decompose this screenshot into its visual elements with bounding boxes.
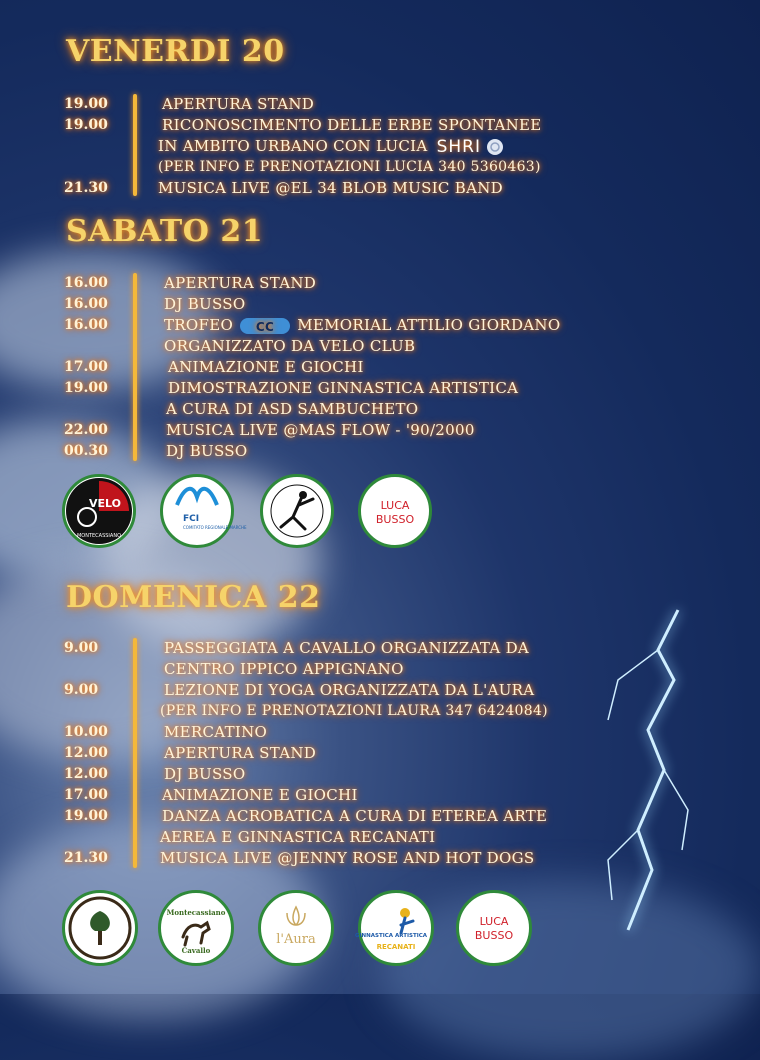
day-title-saturday: SABATO 21 [66, 214, 264, 249]
event-description: AEREA E GINNASTICA RECANATI [160, 828, 436, 846]
event-description: DANZA ACROBATICA A CURA DI ETEREA ARTE [162, 807, 548, 825]
schedule-row [64, 785, 664, 806]
schedule-row [64, 336, 664, 357]
horse-club-logo-text: Montecassiano [166, 908, 226, 917]
lucabusso-logo-sub: BUSSO [474, 929, 514, 942]
tree-emblem-logo [62, 890, 138, 966]
ginnastica-recanati-logo [354, 890, 434, 966]
laura-logo-text: l'Aura [276, 932, 316, 947]
schedule-row [64, 315, 664, 336]
event-description: DJ BUSSO [164, 765, 246, 783]
event-time: 16.00 [64, 317, 108, 333]
event-time: 22.00 [64, 422, 108, 438]
fci-logo-text: FCI [183, 514, 200, 524]
lucabusso-logo [358, 474, 432, 548]
event-description: (PER INFO E PRENOTAZIONI LUCIA 340 5360463) [158, 159, 541, 175]
lucabusso-logo-sub: BUSSO [375, 513, 415, 526]
fci-logo-sub: COMITATO REGIONALE MARCHE [183, 525, 247, 530]
day-title-sunday: DOMENICA 22 [66, 580, 321, 615]
lucabusso-logo-text: LUCA [479, 915, 509, 928]
schedule-row [64, 701, 664, 722]
event-description-text: MEMORIAL ATTILIO GIORDANO [297, 316, 561, 334]
svg-text:CC: CC [256, 320, 275, 334]
schedule-row [64, 294, 664, 315]
event-description: APERTURA STAND [164, 274, 317, 292]
event-time: 17.00 [64, 359, 108, 375]
event-description: A CURA DI ASD SAMBUCHETO [166, 400, 419, 418]
lucabusso-logo [456, 890, 532, 966]
event-description [158, 136, 504, 158]
velo-logo-sub: MONTECASSIANO [76, 533, 122, 539]
schedule-row [64, 806, 664, 827]
event-time: 16.00 [64, 296, 108, 312]
schedule-row [64, 136, 664, 157]
cc-trophy-logo-icon [238, 316, 292, 336]
schedule-row [64, 827, 664, 848]
schedule-row [64, 94, 664, 115]
schedule-row [64, 420, 664, 441]
event-description-text: IN AMBITO URBANO CON LUCIA [158, 137, 428, 155]
event-time: 21.30 [64, 180, 108, 196]
event-description: MERCATINO [164, 723, 268, 741]
event-description: APERTURA STAND [164, 744, 317, 762]
ginnastica-logo-text: GINNASTICA ARTISTICA [354, 933, 428, 939]
schedule-row [64, 378, 664, 399]
lucabusso-logo-text: LUCA [380, 499, 410, 512]
schedule-row [64, 273, 664, 294]
event-description: MUSICA LIVE @MAS FLOW - '90/2000 [166, 421, 475, 439]
event-time: 16.00 [64, 275, 108, 291]
horse-club-logo [158, 890, 234, 966]
event-time: 19.00 [64, 117, 108, 133]
schedule-row [64, 157, 664, 178]
event-time: 21.30 [64, 850, 108, 866]
schedule-row [64, 764, 664, 785]
schedule-row [64, 722, 664, 743]
shri-emblem-icon [486, 138, 504, 156]
event-description: PASSEGGIATA A CAVALLO ORGANIZZATA DA [164, 639, 530, 657]
sunday-schedule [64, 638, 664, 869]
schedule-row [64, 680, 664, 701]
event-description: DJ BUSSO [164, 295, 246, 313]
event-time: 9.00 [64, 682, 99, 698]
saturday-schedule [64, 273, 664, 462]
shri-logo: SHRI [436, 136, 481, 157]
event-description: MUSICA LIVE @JENNY ROSE AND HOT DOGS [160, 849, 535, 867]
cloud-decoration [380, 880, 760, 1060]
event-description: DIMOSTRAZIONE GINNASTICA ARTISTICA [168, 379, 519, 397]
velo-club-logo [62, 474, 136, 548]
schedule-row [64, 659, 664, 680]
event-description: DJ BUSSO [166, 442, 248, 460]
event-description: (PER INFO E PRENOTAZIONI LAURA 347 6424084) [160, 703, 548, 719]
day-title-friday: VENERDI 20 [66, 34, 285, 69]
event-description: MUSICA LIVE @EL 34 BLOB MUSIC BAND [158, 179, 503, 197]
event-description: LEZIONE DI YOGA ORGANIZZATA DA L'AURA [164, 681, 535, 699]
event-time: 19.00 [64, 96, 108, 112]
horse-club-logo-sub: Cavallo [181, 946, 211, 955]
event-time: 17.00 [64, 787, 108, 803]
event-time: 10.00 [64, 724, 108, 740]
schedule-row [64, 638, 664, 659]
event-description: ANIMAZIONE E GIOCHI [168, 358, 364, 376]
event-description: ANIMAZIONE E GIOCHI [162, 786, 358, 804]
event-time: 00.30 [64, 443, 108, 459]
event-description: APERTURA STAND [162, 95, 315, 113]
schedule-row [64, 178, 664, 199]
event-time: 19.00 [64, 808, 108, 824]
schedule-row [64, 357, 664, 378]
friday-schedule [64, 94, 664, 199]
gymnast-logo [260, 474, 334, 548]
fci-logo [160, 474, 247, 548]
schedule-row [64, 743, 664, 764]
event-time: 9.00 [64, 640, 99, 656]
event-description: CENTRO IPPICO APPIGNANO [164, 660, 404, 678]
event-time: 12.00 [64, 745, 108, 761]
velo-logo-text: VELO [89, 497, 121, 510]
event-description-text: TROFEO [164, 316, 234, 334]
laura-logo [258, 890, 334, 966]
event-description: RICONOSCIMENTO DELLE ERBE SPONTANEE [162, 116, 542, 134]
event-time: 19.00 [64, 380, 108, 396]
schedule-row [64, 441, 664, 462]
schedule-row [64, 848, 664, 869]
schedule-row [64, 399, 664, 420]
event-description [164, 315, 560, 336]
schedule-row [64, 115, 664, 136]
event-description: ORGANIZZATO DA VELO CLUB [164, 337, 416, 355]
ginnastica-logo-sub: RECANATI [376, 943, 416, 951]
event-time: 12.00 [64, 766, 108, 782]
